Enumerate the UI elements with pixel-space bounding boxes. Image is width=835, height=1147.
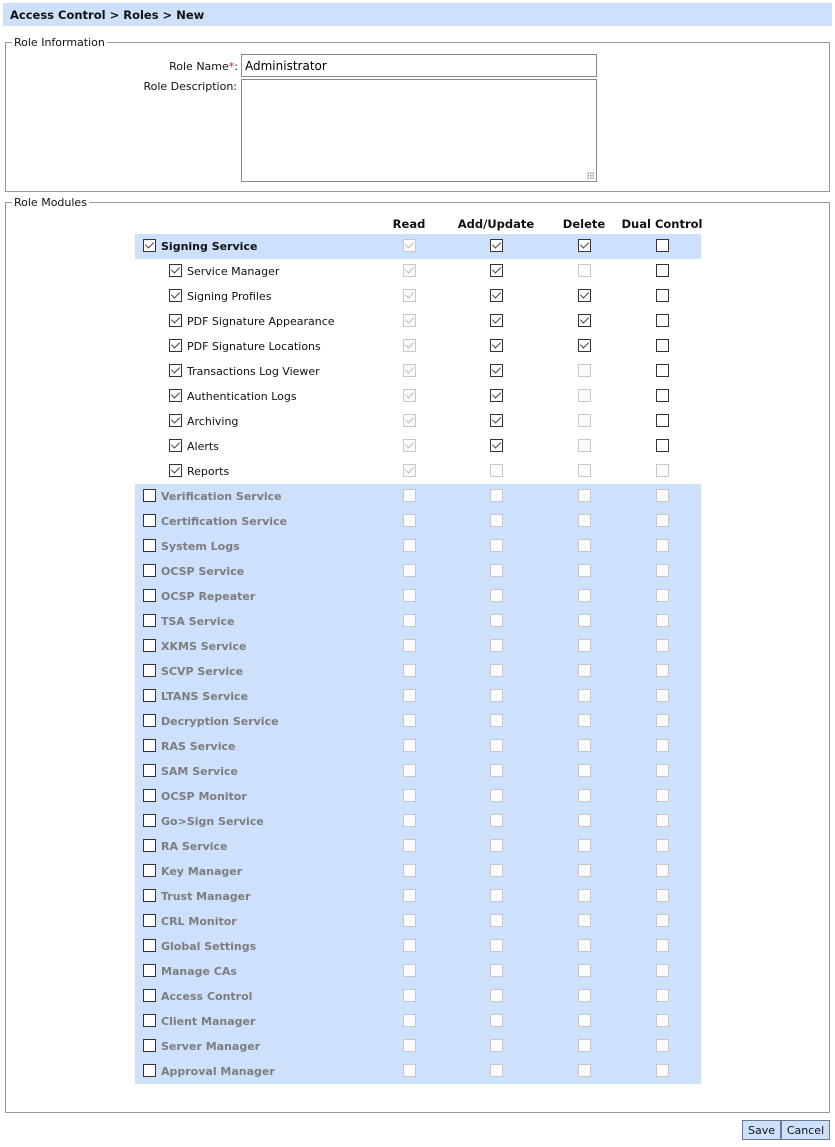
module-row — [135, 909, 701, 934]
permission-checkbox-dual-control[interactable] — [656, 514, 669, 527]
module-row — [135, 284, 701, 309]
module-row — [135, 309, 701, 334]
module-checkbox[interactable] — [143, 914, 156, 927]
permission-checkbox-add-update[interactable] — [490, 989, 503, 1002]
permission-checkbox-dual-control[interactable] — [656, 339, 669, 352]
module-checkbox[interactable] — [169, 314, 182, 327]
module-label: Verification Service — [161, 490, 282, 503]
permission-checkbox-read[interactable] — [403, 389, 416, 402]
module-row — [135, 384, 701, 409]
permission-checkbox-dual-control[interactable] — [656, 664, 669, 677]
role-name-label: Role Name*: — [169, 60, 238, 73]
module-label: Alerts — [187, 440, 219, 453]
permission-checkbox-delete[interactable] — [578, 789, 591, 802]
module-checkbox[interactable] — [143, 839, 156, 852]
permission-checkbox-add-update[interactable] — [490, 414, 503, 427]
permission-checkbox-dual-control[interactable] — [656, 814, 669, 827]
permission-checkbox-read[interactable] — [403, 439, 416, 452]
module-label: Key Manager — [161, 865, 243, 878]
permission-checkbox-read[interactable] — [403, 1014, 416, 1027]
permission-checkbox-delete[interactable] — [578, 914, 591, 927]
module-row — [135, 409, 701, 434]
permission-checkbox-delete[interactable] — [578, 614, 591, 627]
permission-checkbox-read[interactable] — [403, 489, 416, 502]
permission-checkbox-delete[interactable] — [578, 1039, 591, 1052]
permission-checkbox-delete[interactable] — [578, 539, 591, 552]
permission-checkbox-add-update[interactable] — [490, 264, 503, 277]
permission-checkbox-dual-control[interactable] — [656, 689, 669, 702]
module-row — [135, 859, 701, 884]
module-label: Archiving — [187, 415, 239, 428]
permission-checkbox-dual-control[interactable] — [656, 489, 669, 502]
permission-checkbox-dual-control[interactable] — [656, 414, 669, 427]
permission-checkbox-add-update[interactable] — [490, 389, 503, 402]
module-label: Decryption Service — [161, 715, 279, 728]
permission-checkbox-add-update[interactable] — [490, 864, 503, 877]
permission-checkbox-dual-control[interactable] — [656, 639, 669, 652]
permission-checkbox-dual-control[interactable] — [656, 589, 669, 602]
module-row — [135, 634, 701, 659]
permission-checkbox-delete[interactable] — [578, 289, 591, 302]
module-row — [135, 784, 701, 809]
column-header-read: Read — [392, 217, 426, 231]
module-checkbox[interactable] — [169, 264, 182, 277]
permission-checkbox-dual-control[interactable] — [656, 864, 669, 877]
module-label: Trust Manager — [161, 890, 251, 903]
module-row — [135, 584, 701, 609]
permission-checkbox-delete[interactable] — [578, 239, 591, 252]
role-description-label: Role Description: — [143, 80, 237, 93]
permission-checkbox-dual-control[interactable] — [656, 239, 669, 252]
breadcrumb: Access Control > Roles > New — [3, 3, 832, 26]
module-row — [135, 559, 701, 584]
permission-checkbox-add-update[interactable] — [490, 714, 503, 727]
module-row — [135, 234, 701, 259]
permission-checkbox-delete[interactable] — [578, 639, 591, 652]
permission-checkbox-add-update[interactable] — [490, 939, 503, 952]
permission-checkbox-read[interactable] — [403, 1064, 416, 1077]
module-checkbox[interactable] — [169, 339, 182, 352]
module-label: Service Manager — [187, 265, 280, 278]
module-checkbox[interactable] — [169, 389, 182, 402]
permission-checkbox-read[interactable] — [403, 1039, 416, 1052]
module-label: Certification Service — [161, 515, 288, 528]
permission-checkbox-read[interactable] — [403, 864, 416, 877]
permission-checkbox-add-update[interactable] — [490, 514, 503, 527]
permission-checkbox-delete[interactable] — [578, 889, 591, 902]
permission-checkbox-delete[interactable] — [578, 1014, 591, 1027]
permission-checkbox-delete[interactable] — [578, 664, 591, 677]
module-label: PDF Signature Appearance — [187, 315, 335, 328]
permission-checkbox-read[interactable] — [403, 564, 416, 577]
module-label: RAS Service — [161, 740, 236, 753]
permission-checkbox-read[interactable] — [403, 239, 416, 252]
module-checkbox[interactable] — [143, 989, 156, 1002]
permission-checkbox-delete[interactable] — [578, 964, 591, 977]
permission-checkbox-read[interactable] — [403, 464, 416, 477]
module-checkbox[interactable] — [143, 664, 156, 677]
module-label: Go>Sign Service — [161, 815, 264, 828]
cancel-button[interactable]: Cancel — [781, 1120, 830, 1140]
permission-checkbox-add-update[interactable] — [490, 889, 503, 902]
permission-checkbox-delete[interactable] — [578, 1064, 591, 1077]
permission-checkbox-delete[interactable] — [578, 764, 591, 777]
permission-checkbox-delete[interactable] — [578, 564, 591, 577]
module-label: System Logs — [161, 540, 240, 553]
permission-checkbox-add-update[interactable] — [490, 589, 503, 602]
permission-checkbox-delete[interactable] — [578, 939, 591, 952]
permission-checkbox-dual-control[interactable] — [656, 914, 669, 927]
permission-checkbox-add-update[interactable] — [490, 1039, 503, 1052]
permission-checkbox-read[interactable] — [403, 714, 416, 727]
module-label: Client Manager — [161, 1015, 256, 1028]
module-checkbox[interactable] — [143, 964, 156, 977]
module-checkbox[interactable] — [143, 939, 156, 952]
module-row — [135, 934, 701, 959]
module-checkbox[interactable] — [143, 489, 156, 502]
permission-checkbox-dual-control[interactable] — [656, 939, 669, 952]
permission-checkbox-read[interactable] — [403, 889, 416, 902]
permission-checkbox-read[interactable] — [403, 839, 416, 852]
module-checkbox[interactable] — [169, 364, 182, 377]
permission-checkbox-add-update[interactable] — [490, 1064, 503, 1077]
module-checkbox[interactable] — [143, 589, 156, 602]
permission-checkbox-add-update[interactable] — [490, 789, 503, 802]
module-row — [135, 1009, 701, 1034]
permission-checkbox-add-update[interactable] — [490, 539, 503, 552]
permission-checkbox-delete[interactable] — [578, 389, 591, 402]
module-checkbox[interactable] — [143, 1014, 156, 1027]
role-description-textarea[interactable] — [241, 79, 597, 182]
permission-checkbox-add-update[interactable] — [490, 464, 503, 477]
permission-checkbox-read[interactable] — [403, 339, 416, 352]
role-information-legend: Role Information — [14, 36, 105, 49]
module-label: SCVP Service — [161, 665, 244, 678]
permission-checkbox-delete[interactable] — [578, 264, 591, 277]
permission-checkbox-delete[interactable] — [578, 314, 591, 327]
module-row — [135, 834, 701, 859]
permission-checkbox-dual-control[interactable] — [656, 1064, 669, 1077]
module-row — [135, 484, 701, 509]
module-row — [135, 884, 701, 909]
module-label: Signing Service — [161, 240, 258, 253]
module-checkbox[interactable] — [143, 689, 156, 702]
permission-checkbox-dual-control[interactable] — [656, 439, 669, 452]
permission-checkbox-delete[interactable] — [578, 989, 591, 1002]
permission-checkbox-delete[interactable] — [578, 814, 591, 827]
module-checkbox[interactable] — [143, 814, 156, 827]
permission-checkbox-read[interactable] — [403, 789, 416, 802]
permission-checkbox-dual-control[interactable] — [656, 714, 669, 727]
module-checkbox[interactable] — [169, 289, 182, 302]
permission-checkbox-add-update[interactable] — [490, 239, 503, 252]
module-row — [135, 359, 701, 384]
permission-checkbox-read[interactable] — [403, 364, 416, 377]
permission-checkbox-read[interactable] — [403, 914, 416, 927]
permission-checkbox-read[interactable] — [403, 614, 416, 627]
permission-checkbox-dual-control[interactable] — [656, 264, 669, 277]
module-label: Approval Manager — [161, 1065, 275, 1078]
module-row — [135, 534, 701, 559]
module-row — [135, 959, 701, 984]
permission-checkbox-add-update[interactable] — [490, 914, 503, 927]
permission-checkbox-delete[interactable] — [578, 689, 591, 702]
module-label: SAM Service — [161, 765, 238, 778]
module-checkbox[interactable] — [143, 1039, 156, 1052]
permission-checkbox-read[interactable] — [403, 314, 416, 327]
module-row — [135, 759, 701, 784]
module-label: XKMS Service — [161, 640, 247, 653]
module-label: PDF Signature Locations — [187, 340, 321, 353]
permission-checkbox-dual-control[interactable] — [656, 364, 669, 377]
permission-checkbox-add-update[interactable] — [490, 489, 503, 502]
module-label: Access Control — [161, 990, 253, 1003]
permission-checkbox-read[interactable] — [403, 639, 416, 652]
module-row — [135, 709, 701, 734]
module-checkbox[interactable] — [143, 789, 156, 802]
permission-checkbox-add-update[interactable] — [490, 839, 503, 852]
permission-checkbox-dual-control[interactable] — [656, 314, 669, 327]
module-row — [135, 459, 701, 484]
module-checkbox[interactable] — [143, 889, 156, 902]
module-label: TSA Service — [161, 615, 235, 628]
permission-checkbox-read[interactable] — [403, 939, 416, 952]
permission-checkbox-dual-control[interactable] — [656, 614, 669, 627]
permission-checkbox-read[interactable] — [403, 289, 416, 302]
resize-grip-icon[interactable] — [587, 172, 594, 179]
module-label: Authentication Logs — [187, 390, 297, 403]
module-row — [135, 684, 701, 709]
permission-checkbox-delete[interactable] — [578, 439, 591, 452]
module-label: Manage CAs — [161, 965, 237, 978]
permission-checkbox-dual-control[interactable] — [656, 889, 669, 902]
module-checkbox[interactable] — [143, 714, 156, 727]
permission-checkbox-dual-control[interactable] — [656, 1014, 669, 1027]
module-checkbox[interactable] — [143, 739, 156, 752]
permission-checkbox-dual-control[interactable] — [656, 389, 669, 402]
permission-checkbox-delete[interactable] — [578, 864, 591, 877]
permission-checkbox-dual-control[interactable] — [656, 839, 669, 852]
module-row — [135, 809, 701, 834]
permission-checkbox-read[interactable] — [403, 989, 416, 1002]
module-row — [135, 434, 701, 459]
role-modules-legend: Role Modules — [14, 196, 87, 209]
permission-checkbox-read[interactable] — [403, 764, 416, 777]
permission-checkbox-delete[interactable] — [578, 364, 591, 377]
module-checkbox[interactable] — [143, 239, 156, 252]
module-row — [135, 1034, 701, 1059]
permission-checkbox-delete[interactable] — [578, 464, 591, 477]
permission-checkbox-dual-control[interactable] — [656, 539, 669, 552]
permission-checkbox-read[interactable] — [403, 539, 416, 552]
module-label: Signing Profiles — [187, 290, 272, 303]
module-label: Server Manager — [161, 1040, 261, 1053]
column-header-dual-control: Dual Control — [621, 217, 703, 231]
permission-checkbox-read[interactable] — [403, 414, 416, 427]
module-checkbox[interactable] — [169, 439, 182, 452]
permission-checkbox-delete[interactable] — [578, 514, 591, 527]
permission-checkbox-add-update[interactable] — [490, 764, 503, 777]
column-header-add-update: Add/Update — [457, 217, 535, 231]
permission-checkbox-dual-control[interactable] — [656, 964, 669, 977]
permission-checkbox-delete[interactable] — [578, 839, 591, 852]
permission-checkbox-dual-control[interactable] — [656, 739, 669, 752]
permission-checkbox-delete[interactable] — [578, 589, 591, 602]
permission-checkbox-add-update[interactable] — [490, 689, 503, 702]
module-checkbox[interactable] — [143, 564, 156, 577]
column-header-delete: Delete — [562, 217, 606, 231]
permission-checkbox-add-update[interactable] — [490, 739, 503, 752]
permission-checkbox-delete[interactable] — [578, 339, 591, 352]
module-checkbox[interactable] — [143, 764, 156, 777]
module-checkbox[interactable] — [143, 614, 156, 627]
permission-checkbox-read[interactable] — [403, 264, 416, 277]
module-label: Global Settings — [161, 940, 257, 953]
permission-checkbox-add-update[interactable] — [490, 289, 503, 302]
permission-checkbox-add-update[interactable] — [490, 814, 503, 827]
module-label: Reports — [187, 465, 230, 478]
permission-checkbox-delete[interactable] — [578, 714, 591, 727]
permission-checkbox-dual-control[interactable] — [656, 764, 669, 777]
permission-checkbox-read[interactable] — [403, 514, 416, 527]
permission-checkbox-add-update[interactable] — [490, 639, 503, 652]
module-label: OCSP Service — [161, 565, 245, 578]
permission-checkbox-delete[interactable] — [578, 739, 591, 752]
module-checkbox[interactable] — [169, 414, 182, 427]
module-row — [135, 734, 701, 759]
permission-checkbox-add-update[interactable] — [490, 614, 503, 627]
module-checkbox[interactable] — [143, 639, 156, 652]
permission-checkbox-add-update[interactable] — [490, 1014, 503, 1027]
module-checkbox[interactable] — [143, 539, 156, 552]
module-label: OCSP Monitor — [161, 790, 247, 803]
permission-checkbox-dual-control[interactable] — [656, 789, 669, 802]
module-row — [135, 509, 701, 534]
module-checkbox[interactable] — [143, 864, 156, 877]
required-marker: * — [228, 60, 235, 73]
module-label: LTANS Service — [161, 690, 249, 703]
permission-checkbox-dual-control[interactable] — [656, 1039, 669, 1052]
permission-checkbox-read[interactable] — [403, 589, 416, 602]
permission-checkbox-add-update[interactable] — [490, 339, 503, 352]
permission-checkbox-add-update[interactable] — [490, 314, 503, 327]
permission-checkbox-read[interactable] — [403, 689, 416, 702]
permission-checkbox-read[interactable] — [403, 664, 416, 677]
permission-checkbox-add-update[interactable] — [490, 564, 503, 577]
permission-checkbox-dual-control[interactable] — [656, 289, 669, 302]
permission-checkbox-add-update[interactable] — [490, 364, 503, 377]
module-checkbox[interactable] — [143, 1064, 156, 1077]
module-label: OCSP Repeater — [161, 590, 256, 603]
role-name-input[interactable] — [241, 54, 597, 77]
module-row — [135, 609, 701, 634]
module-label: CRL Monitor — [161, 915, 237, 928]
permission-checkbox-dual-control[interactable] — [656, 989, 669, 1002]
permission-checkbox-add-update[interactable] — [490, 964, 503, 977]
module-row — [135, 259, 701, 284]
permission-checkbox-delete[interactable] — [578, 414, 591, 427]
save-button[interactable]: Save — [742, 1120, 781, 1140]
module-row — [135, 659, 701, 684]
module-checkbox[interactable] — [169, 464, 182, 477]
module-checkbox[interactable] — [143, 514, 156, 527]
permission-checkbox-add-update[interactable] — [490, 664, 503, 677]
permission-checkbox-read[interactable] — [403, 964, 416, 977]
permission-checkbox-read[interactable] — [403, 739, 416, 752]
module-row — [135, 1059, 701, 1084]
permission-checkbox-delete[interactable] — [578, 489, 591, 502]
module-label: RA Service — [161, 840, 228, 853]
permission-checkbox-read[interactable] — [403, 814, 416, 827]
permission-checkbox-dual-control[interactable] — [656, 564, 669, 577]
module-row — [135, 984, 701, 1009]
module-row — [135, 334, 701, 359]
module-label: Transactions Log Viewer — [187, 365, 320, 378]
permission-checkbox-dual-control[interactable] — [656, 464, 669, 477]
permission-checkbox-add-update[interactable] — [490, 439, 503, 452]
